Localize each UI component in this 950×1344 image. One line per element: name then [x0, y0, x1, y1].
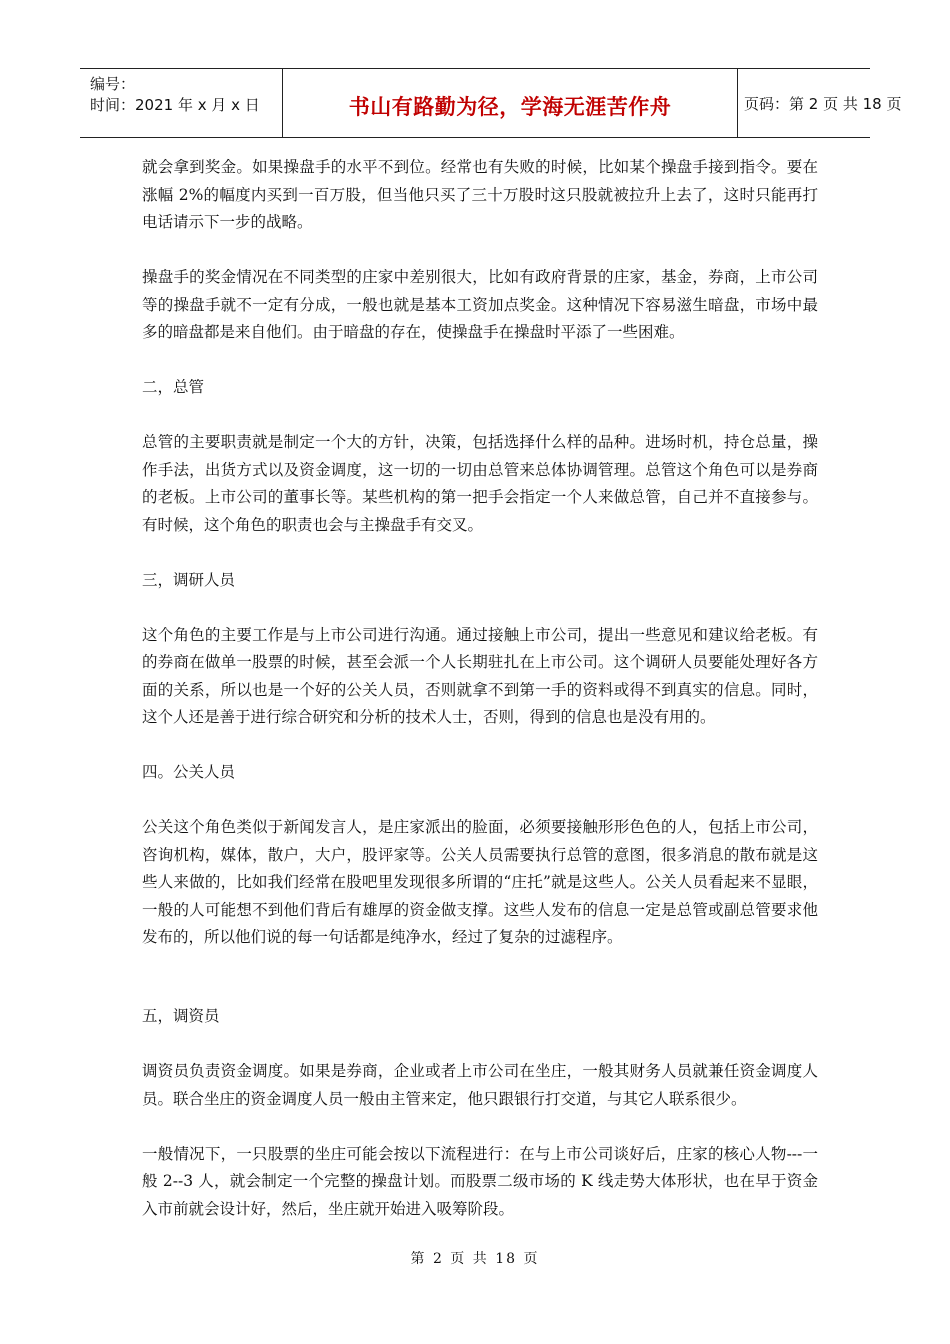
header-motto-cell — [283, 69, 738, 137]
spacer — [142, 979, 818, 1003]
header-page-cell — [738, 69, 902, 137]
paragraph: 操盘手的奖金情况在不同类型的庄家中差别很大，比如有政府背景的庄家，基金，券商，上市公司等的操盘手就不一定有分成，一般也就是基本工资加点奖金。这种情况下容易滋生暗盘，市场中最多的暗盘都是来自他们。由于暗盘的存在，使操盘手在操盘时平添了一些困难。 — [142, 268, 818, 341]
document-date: 时间：2021 年 x 月 x 日 — [90, 96, 260, 114]
section-heading: 四。公关人员 — [142, 763, 236, 781]
document-number-label: 编号： — [90, 75, 136, 93]
section-heading: 五，调资员 — [142, 1007, 220, 1025]
paragraph: 一般情况下，一只股票的坐庄可能会按以下流程进行：在与上市公司谈好后，庄家的核心人物---一般 2--3 人，就会制定一个完整的操盘计划。而股票二级市场的 K 线走势大体形状，也在早于资金入市前就会设计好，然后，坐庄就开始进入吸筹阶段。 — [142, 1144, 818, 1218]
paragraph: 总管的主要职责就是制定一个大的方针，决策，包括选择什么样的品种。进场时机，持仓总量，操作手法，出货方式以及资金调度，这一切的一切由总管来总体协调管理。总管这个角色可以是券商的老板。上市公司的董事长等。某些机构的第一把手会指定一个人来做总管，自己并不直接参与。有时候，这个角色的职责也会与主操盘手有交叉。 — [142, 433, 818, 534]
paragraph: 就会拿到奖金。如果操盘手的水平不到位。经常也有失败的时候，比如某个操盘手接到指令。要在涨幅 2%的幅度内买到一百万股，但当他只买了三十万股时这只股就被拉升上去了，这时只能再打电话请示下一步的战略。 — [142, 158, 818, 231]
paragraph: 公关这个角色类似于新闻发言人，是庄家派出的脸面，必须要接触形形色色的人，包括上市公司，咨询机构，媒体，散户，大户，股评家等。公关人员需要执行总管的意图，很多消息的散布就是这些人来做的，比如我们经常在股吧里发现很多所谓的“庄托”就是这些人。公关人员看起来不显眼，一般的人可能想不到他们背后有雄厚的资金做支撑。这些人发布的信息一定是总管或副总管要求他发布的，所以他们说的每一句话都是纯净水，经过了复杂的过滤程序。 — [142, 818, 818, 946]
section-heading: 二，总管 — [142, 378, 205, 396]
section-heading: 三，调研人员 — [142, 570, 236, 589]
paragraph: 调资员负责资金调度。如果是券商，企业或者上市公司在坐庄，一般其财务人员就兼任资金调度人员。联合坐庄的资金调度人员一般由主管来定，他只跟银行打交道，与其它人联系很少。 — [142, 1062, 818, 1108]
paragraph: 这个角色的主要工作是与上市公司进行沟通。通过接触上市公司，提出一些意见和建议给老板。有的券商在做单一股票的时候，甚至会派一个人长期驻扎在上市公司。这个调研人员要能处理好各方面的关系，所以也是一个好的公关人员，否则就拿不到第一手的资料或得不到真实的信息。同时，这个人还是善于进行综合研究和分析的技术人士，否则，得到的信息也是没有用的。 — [142, 625, 818, 726]
document-body — [142, 154, 818, 1251]
header-page-info: 页码：第 2 页 共 18 页 — [744, 95, 902, 113]
page-header — [80, 68, 902, 138]
page-footer: 第 2 页 共 18 页 — [410, 1251, 540, 1267]
header-motto: 书山有路勤为径，学海无涯苦作舟 — [348, 95, 672, 119]
header-info-cell — [80, 69, 283, 137]
